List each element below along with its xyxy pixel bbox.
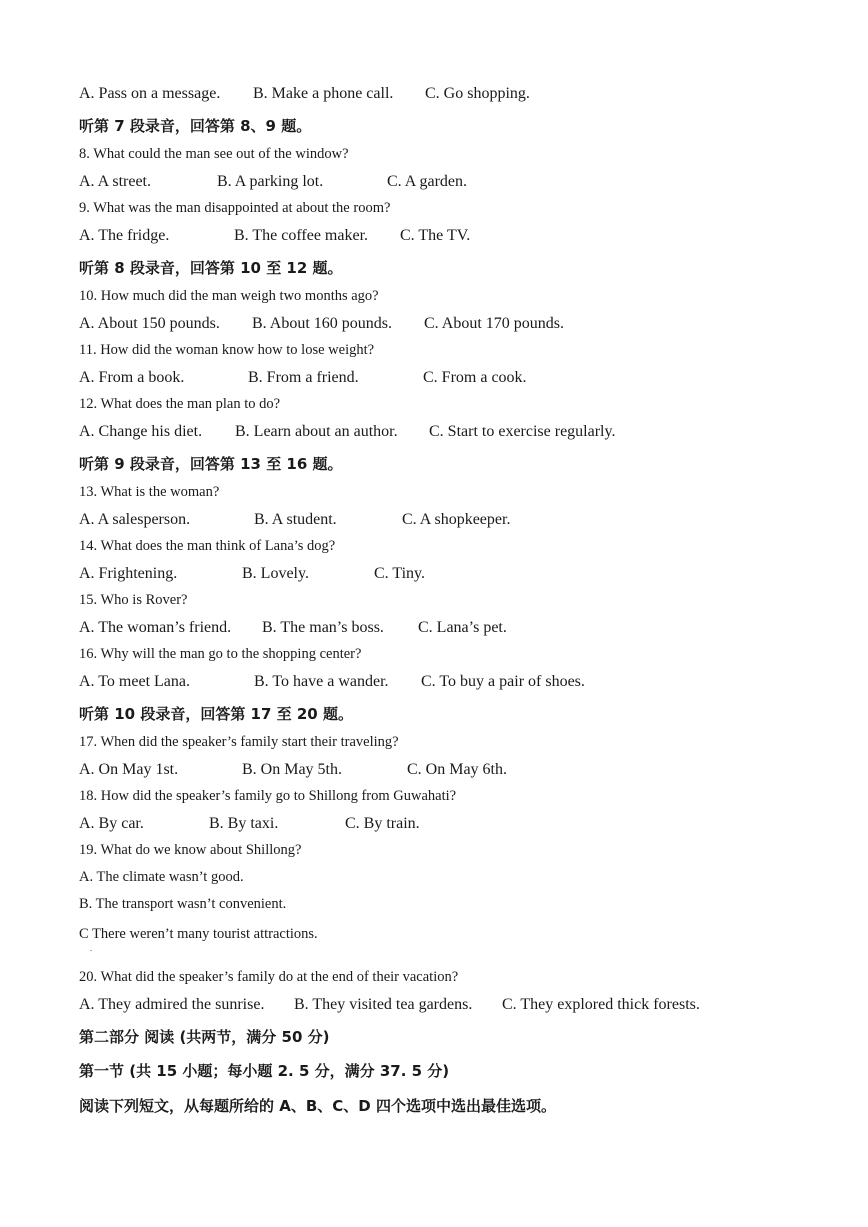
question-12: 12. What does the man plan to do? <box>79 396 281 412</box>
option-c: C. By train. <box>345 815 420 832</box>
option-b: B. From a friend. <box>248 369 359 386</box>
option-c: C. Lana’s pet. <box>418 619 507 636</box>
option-b: B. A parking lot. <box>217 173 324 190</box>
option-a: A. Pass on a message. <box>79 85 221 102</box>
option-c: C. To buy a pair of shoes. <box>421 673 585 690</box>
section-heading-9: 听第 9 段录音，回答第 13 至 16 题。 <box>79 455 343 473</box>
option-a: A. They admired the sunrise. <box>79 996 265 1013</box>
option-a: A. A salesperson. <box>79 511 191 528</box>
option-a: A. The fridge. <box>79 227 170 244</box>
option-a: A. On May 1st. <box>79 761 179 778</box>
option-b: B. They visited tea gardens. <box>294 996 473 1013</box>
question-10: 10. How much did the man weigh two months ago? <box>79 288 379 304</box>
option-b: B. By taxi. <box>209 815 279 832</box>
option-a: A. To meet Lana. <box>79 673 190 690</box>
question-19: 19. What do we know about Shillong? <box>79 842 302 858</box>
question-14: 14. What does the man think of Lana’s dog? <box>79 538 336 554</box>
option-a: A. By car. <box>79 815 144 832</box>
question-16: 16. Why will the man go to the shopping center? <box>79 646 362 662</box>
option-a: A. About 150 pounds. <box>79 315 220 332</box>
option-b: B. Lovely. <box>242 565 309 582</box>
option-b: B. Learn about an author. <box>235 423 398 440</box>
option-b: B. On May 5th. <box>242 761 342 778</box>
option-a: A. Change his diet. <box>79 423 203 440</box>
option-c: C. Tiny. <box>374 565 425 582</box>
option-c: C. From a cook. <box>423 369 527 386</box>
option-b: B. Make a phone call. <box>253 85 394 102</box>
option-a: A. The climate wasn’t good. <box>79 869 244 885</box>
question-9: 9. What was the man disappointed at about the room? <box>79 200 391 216</box>
option-c: C. On May 6th. <box>407 761 507 778</box>
section-heading-10: 听第 10 段录音，回答第 17 至 20 题。 <box>79 705 353 723</box>
part-two-heading: 第二部分 阅读 (共两节，满分 50 分) <box>79 1028 330 1046</box>
question-15: 15. Who is Rover? <box>79 592 188 608</box>
stray-dot-mark: . <box>90 944 92 953</box>
option-b: B. The transport wasn’t convenient. <box>79 896 287 912</box>
option-c: C. A shopkeeper. <box>402 511 511 528</box>
option-b: B. A student. <box>254 511 337 528</box>
question-18: 18. How did the speaker’s family go to Shillong from Guwahati? <box>79 788 457 804</box>
part-two-section-one: 第一节 (共 15 小题；每小题 2. 5 分，满分 37. 5 分) <box>79 1062 450 1080</box>
section-heading-8: 听第 8 段录音，回答第 10 至 12 题。 <box>79 259 343 277</box>
reading-instructions: 阅读下列短文，从每题所给的 A、B、C、D 四个选项中选出最佳选项。 <box>79 1097 556 1115</box>
option-b: B. The man’s boss. <box>262 619 384 636</box>
question-20: 20. What did the speaker’s family do at the end of their vacation? <box>79 969 459 985</box>
question-11: 11. How did the woman know how to lose weight? <box>79 342 375 358</box>
option-a: A. The woman’s friend. <box>79 619 232 636</box>
question-17: 17. When did the speaker’s family start their traveling? <box>79 734 399 750</box>
option-a: A. From a book. <box>79 369 185 386</box>
question-8: 8. What could the man see out of the window? <box>79 146 349 162</box>
option-b: B. About 160 pounds. <box>252 315 393 332</box>
option-c: C. Start to exercise regularly. <box>429 423 616 440</box>
option-b: B. The coffee maker. <box>234 227 369 244</box>
option-c: C. They explored thick forests. <box>502 996 700 1013</box>
question-13: 13. What is the woman? <box>79 484 220 500</box>
option-b: B. To have a wander. <box>254 673 389 690</box>
option-c: C. The TV. <box>400 227 471 244</box>
option-a: A. Frightening. <box>79 565 178 582</box>
section-heading-7: 听第 7 段录音，回答第 8、9 题。 <box>79 117 312 135</box>
option-c: C. A garden. <box>387 173 467 190</box>
option-a: A. A street. <box>79 173 151 190</box>
option-c: C. Go shopping. <box>425 85 530 102</box>
option-c: C There weren’t many tourist attractions. <box>79 926 318 942</box>
option-c: C. About 170 pounds. <box>424 315 565 332</box>
